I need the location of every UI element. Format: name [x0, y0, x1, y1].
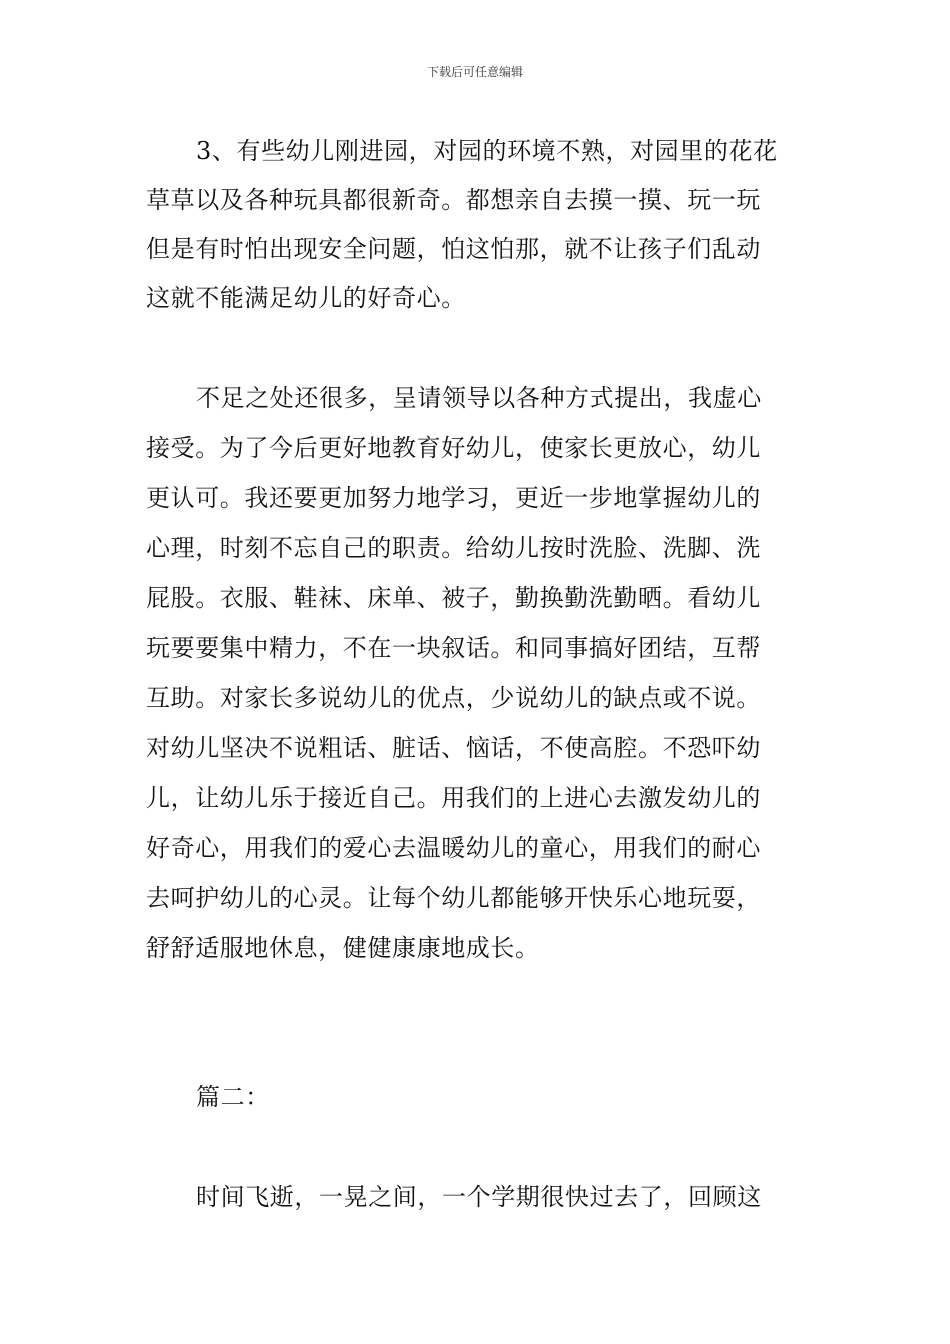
paragraph-line: 去呵护幼儿的心灵。让每个幼儿都能够开快乐心地玩耍，: [146, 884, 761, 912]
paragraph-line: 更认可。我还要更加努力地学习，更近一步地掌握幼儿的: [146, 484, 761, 512]
paragraph-line: 草草以及各种玩具都很新奇。都想亲自去摸一摸、玩一玩: [146, 186, 761, 214]
paragraph-line: 屁股。衣服、鞋袜、床单、被子，勤换勤洗勤晒。看幼儿: [146, 584, 761, 612]
paragraph-line: 心理，时刻不忘自己的职责。给幼儿按时洗脸、洗脚、洗: [146, 534, 761, 562]
paragraph-line: 3、有些幼儿刚进园，对园的环境不熟，对园里的花花: [196, 137, 778, 165]
paragraph-line: 这就不能满足幼儿的好奇心。: [146, 284, 466, 312]
page-header-note: 下载后可任意编辑: [426, 65, 523, 79]
paragraph-line: 对幼儿坚决不说粗话、脏话、恼话，不使高腔。不恐吓幼: [146, 734, 761, 762]
paragraph-line: 好奇心，用我们的爱心去温暖幼儿的童心，用我们的耐心: [146, 834, 761, 862]
paragraph-line: 儿，让幼儿乐于接近自己。用我们的上进心去激发幼儿的: [146, 784, 761, 812]
paragraph-line: 互助。对家长多说幼儿的优点，少说幼儿的缺点或不说。: [146, 684, 761, 712]
paragraph-line: 接受。为了今后更好地教育好幼儿，使家长更放心，幼儿: [146, 434, 761, 462]
paragraph-line: 但是有时怕出现安全问题，怕这怕那，就不让孩子们乱动: [146, 235, 761, 263]
paragraph-line: 玩要要集中精力，不在一块叙话。和同事搞好团结，互帮: [146, 634, 761, 662]
section-heading: 篇二：: [196, 1083, 270, 1111]
paragraph-line: 舒舒适服地休息，健健康康地成长。: [146, 934, 540, 962]
paragraph-line: 时间飞逝，一晃之间，一个学期很快过去了，回顾这: [196, 1183, 762, 1211]
paragraph-line: 不足之处还很多，呈请领导以各种方式提出，我虚心: [196, 384, 762, 412]
